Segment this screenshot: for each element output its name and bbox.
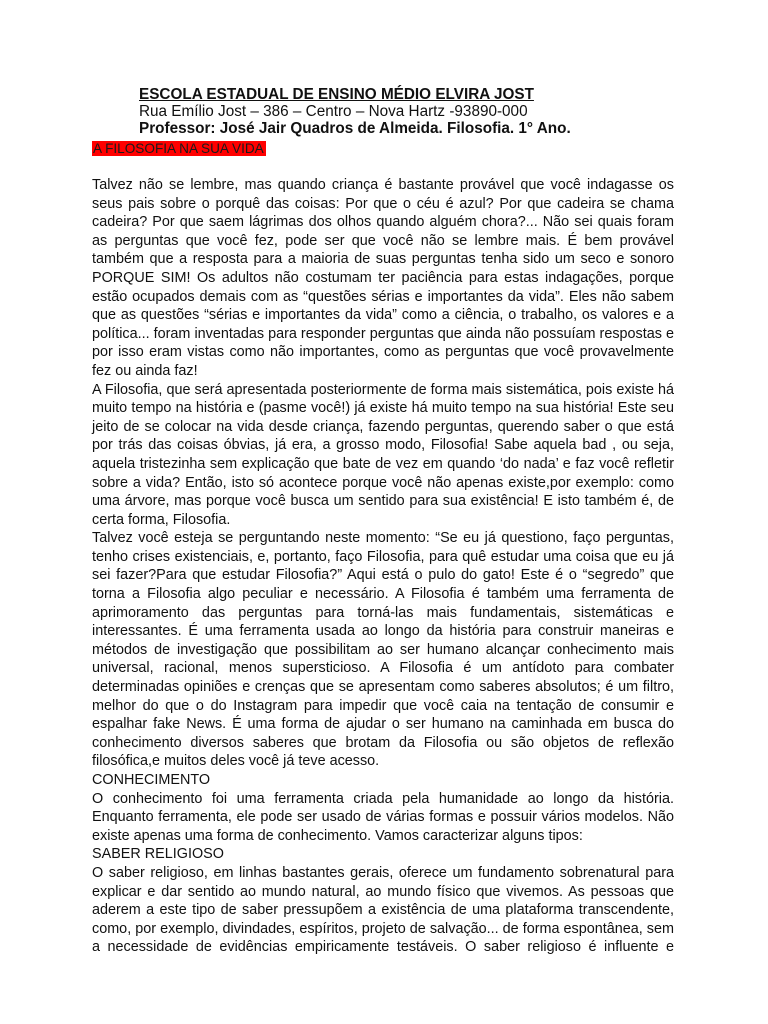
body-text [92,176,674,957]
paragraph-conhecimento: O conhecimento foi uma ferramenta criada pela humanidade ao longo da história. Enquanto ferramenta, ele pode ser usado de várias formas e possuir vários modelos. Não existe apenas uma forma de conhecimento. Vamos caracterizar alguns tipos: [92,790,674,844]
paragraph-intro: Talvez não se lembre, mas quando criança é bastante provável que você indagasse os seus pais sobre o porquê das coisas: Por que o céu é azul? Por que cadeira se chama cadeira? Por que saem lágrimas dos olhos quando alguém chora?... Não sei quais foram as perguntas que você fez, pode ser que você não se lembre mais. É bem provável também que a resposta para a maioria de suas perguntas tenha sido um seco e sonoro PORQUE SIM! Os adultos não costumam ter paciência para estas indagações, porque estão ocupados demais com as “questões sérias e importantes da vida”. Eles não sabem que as questões “sérias e importantes da vida” como a ciência, o trabalho, os valores e a política... foram inventadas para responder perguntas que ainda não possuíam respostas e por isso eram vistas como não importantes, como as perguntas que você provavelmente fez ou ainda faz! [92,177,674,379]
school-address: Rua Emílio Jost – 386 – Centro – Nova Hartz -93890-000 [139,103,528,120]
school-name: ESCOLA ESTADUAL DE ENSINO MÉDIO ELVIRA JOST [139,86,534,103]
document-header [139,86,699,137]
heading-conhecimento: CONHECIMENTO [92,772,211,788]
paragraph-ferramenta: Talvez você esteja se perguntando neste momento: “Se eu já questiono, faço perguntas, tenho crises existenciais, e, portanto, faço Filosofia, para quê estudar uma coisa que eu já sei fazer?Para que estudar Filosofia?” Aqui está o pulo do gato! Este é o “segredo” que torna a Filosofia algo peculiar e necessário. A Filosofia é também uma ferramenta de aprimoramento das perguntas para torná-las mais fundamentais, sistemáticas e interessantes. É uma ferramenta usada ao longo da história para construir maneiras e métodos de investigação que possibilitam ao ser humano alcançar conhecimento mais universal, racional, menos supersticioso. A Filosofia é um antídoto para combater determinadas opiniões e crenças que se apresentam como saberes absolutos; é um filtro, melhor do que o do Instagram para impedir que você caia na tentação de consumir e espalhar fake News. É uma forma de ajudar o ser humano na caminhada em busca do conhecimento diversos saberes que brotam da Filosofia ou são objetos de reflexão filosófica,e muitos deles você já teve acesso. [92,530,674,770]
professor-line: Professor: José Jair Quadros de Almeida. Filosofia. 1° Ano. [139,120,571,137]
paragraph-filosofia: A Filosofia, que será apresentada posteriormente de forma mais sistemática, pois existe há muito tempo na história e (pasme você!) já existe há muito tempo na sua história! Este seu jeito de se colocar na vida desde criança, fazendo perguntas, querendo saber o que está por trás das coisas óbvias, já era, a grosso modo, Filosofia! Sabe aquela bad , ou seja, aquela tristezinha sem explicação que bate de vez em quando ‘do nada’ e faz você refletir sobre a vida? Então, isto só acontece porque você não apenas existe,por exemplo: como uma árvore, mas porque você busca um sentido para sua existência! E isto também é, de certa forma, Filosofia. [92,381,674,528]
section-title-wrap [92,140,266,158]
heading-saber-religioso: SABER RELIGIOSO [92,846,224,863]
paragraph-saber-religioso: O saber religioso, em linhas bastantes gerais, oferece um fundamento sobrenatural para explicar e dar sentido ao mundo natural, ao mundo físico que vivemos. As pessoas que aderem a este tipo de saber pressupõem a existência de uma plataforma transcendente, como, por exemplo, divindades, espíritos, projeto de salvação... de forma espontânea, sem a necessidade de evidências empiricamente testáveis. O saber religioso é influente e [92,864,674,956]
section-title-highlighted: A FILOSOFIA NA SUA VIDA [93,141,264,156]
